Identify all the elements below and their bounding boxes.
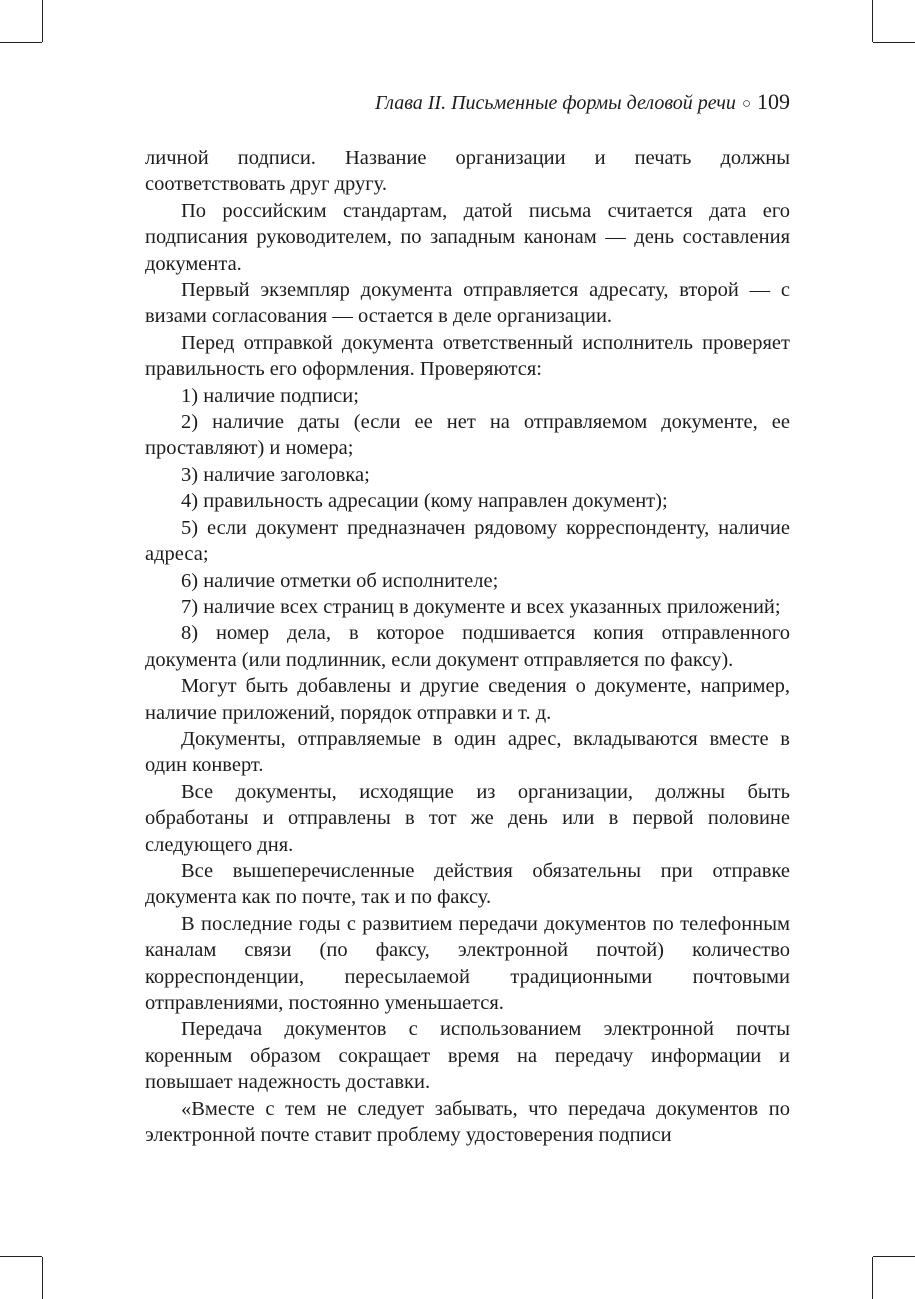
list-item: 1) наличие подписи; [181,384,359,407]
paragraph: Первый экземпляр документа отправляется адресату, второй — с визами согласования — остается в деле организации. [145,279,790,328]
list-item: 7) наличие всех страниц в документе и всех указанных приложений; [181,595,781,618]
paragraph: Все документы, исходящие из организации, должны быть обработаны и отправлены в тот же день или в первой половине следующего дня. [145,780,790,856]
page-number: 109 [757,89,790,114]
chapter-title: Глава II. Письменные формы деловой речи [374,92,736,114]
paragraph: Передача документов с использованием электронной почты коренным образом сокращает время на передачу информации и повышает надежность доставки. [145,1018,790,1094]
paragraph: В последние годы с развитием передачи документов по телефонным каналам связи (по факсу, электронной почтой) количество корреспонденции, пересылаемой традиционными почтовыми отправлениями, постоянно уменьшается. [145,912,790,1014]
body-text [145,145,790,1148]
list-item: 8) номер дела, в которое подшивается копия отправленного документа (или подлинник, если документ отправляется по факсу). [145,622,790,671]
crop-mark-bottom-right-vertical [872,1257,873,1299]
paragraph: личной подписи. Название организации и печать должны соответствовать друг другу. [145,147,790,196]
crop-mark-top-left-vertical [42,0,43,42]
list-item: 4) правильность адресации (кому направлен документ); [181,490,668,513]
list-item: 6) наличие отметки об исполнителе; [181,569,499,592]
crop-mark-top-right-vertical [872,0,873,42]
list-item: 5) если документ предназначен рядовому корреспонденту, наличие адреса; [145,516,790,566]
crop-mark-bottom-left-vertical [42,1257,43,1299]
crop-mark-bottom-right-horizontal [873,1256,915,1257]
separator-circle-icon: ○ [741,96,751,112]
list-item: 2) наличие даты (если ее нет на отправляемом документе, ее проставляют) и номера; [145,411,790,460]
crop-mark-top-right-horizontal [873,42,915,43]
paragraph: Перед отправкой документа ответственный исполнитель проверяет правильность его оформления. Проверяются: [145,331,790,381]
paragraph: «Вместе с тем не следует забывать, что передача документов по электронной почте ставит проблему удостоверения подписи [145,1097,790,1147]
running-header [375,88,790,119]
list-item: 3) наличие заголовка; [181,463,370,486]
paragraph: Документы, отправляемые в один адрес, вкладываются вместе в один конверт. [145,727,790,777]
crop-mark-top-left-horizontal [0,42,42,43]
paragraph: Могут быть добавлены и другие сведения о документе, например, наличие приложений, порядок отправки и т. д. [145,675,790,724]
paragraph: Все вышеперечисленные действия обязательны при отправке документа как по почте, так и по факсу. [145,859,790,909]
paragraph: По российским стандартам, датой письма считается дата его подписания руководителем, по западным канонам — день составления документа. [145,199,790,275]
crop-mark-bottom-left-horizontal [0,1256,42,1257]
